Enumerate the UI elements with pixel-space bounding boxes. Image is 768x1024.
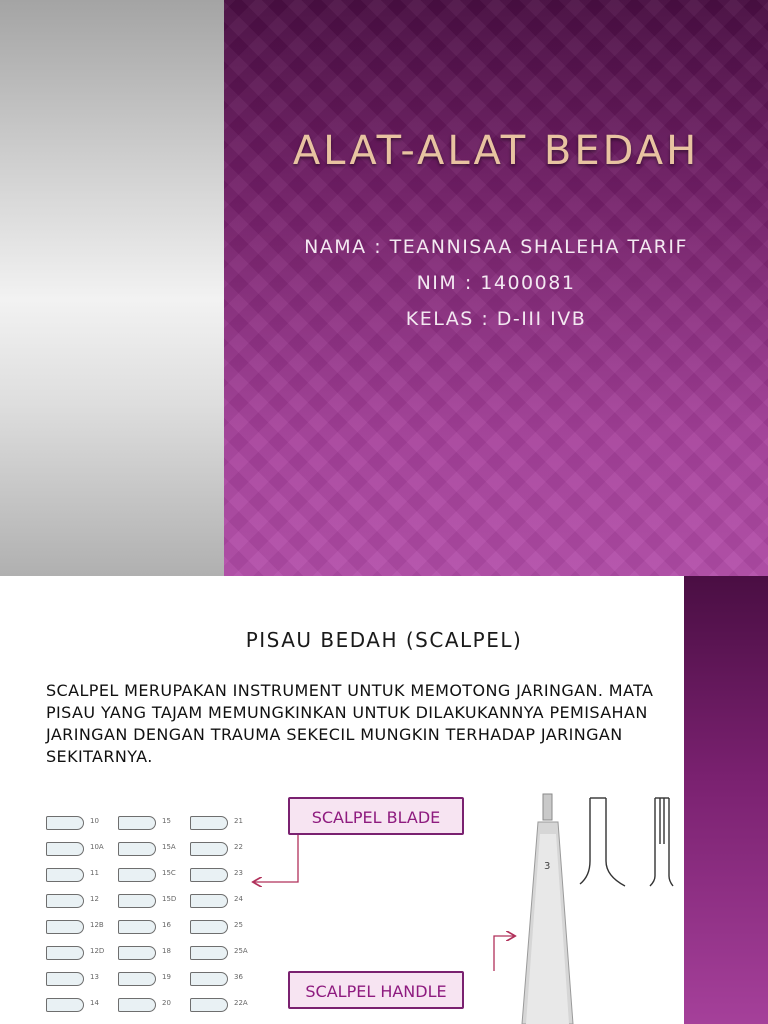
- side-band: [0, 0, 224, 576]
- slide-title: ALAT-ALAT BEDAH: [292, 128, 700, 174]
- blade-number: 16: [162, 921, 171, 929]
- blade-number: 20: [162, 999, 171, 1007]
- scalpel-blade-label: SCALPEL BLADE: [288, 797, 464, 835]
- blade-number: 18: [162, 947, 171, 955]
- blade-number: 14: [90, 999, 99, 1007]
- blade-number: 36: [234, 973, 243, 981]
- scalpel-handle-label: SCALPEL HANDLE: [288, 971, 464, 1009]
- student-nim: NIM : 1400081: [416, 272, 576, 294]
- blade-number: 11: [90, 869, 99, 877]
- handle-number: 3: [544, 861, 551, 872]
- blade-number: 25: [234, 921, 243, 929]
- blade-number: 23: [234, 869, 243, 877]
- blade-number: 12B: [90, 921, 104, 929]
- blade-number: 15: [162, 817, 171, 825]
- blade-number: 15D: [162, 895, 177, 903]
- scalpel-slide: [0, 576, 768, 1024]
- blade-number: 21: [234, 817, 243, 825]
- handle-profile-sketch: [580, 798, 673, 886]
- blade-number: 15A: [162, 843, 176, 851]
- scalpel-handle-image: [522, 794, 573, 1024]
- description-text: SCALPEL MERUPAKAN INSTRUMENT UNTUK MEMOTONG JARINGAN. MATA PISAU YANG TAJAM MEMUNGKINKAN UNTUK DILAKUKANNYA PEMISAHAN JARINGAN DENGAN TRAUMA SEKECIL MUNGKIN TERHADAP JARINGAN SEKITARNYA.: [46, 681, 654, 766]
- blade-number: 12: [90, 895, 99, 903]
- section-title: PISAU BEDAH (SCALPEL): [245, 628, 523, 652]
- student-name: NAMA : TEANNISAA SHALEHA TARIF: [304, 236, 688, 258]
- blade-connector-arrow: [254, 835, 298, 882]
- student-class: KELAS : D-III IVB: [405, 308, 587, 330]
- blade-number: 25A: [234, 947, 248, 955]
- blade-number: 24: [234, 895, 243, 903]
- blade-number: 10: [90, 817, 99, 825]
- blade-number: 12D: [90, 947, 105, 955]
- handle-connector-arrow: [494, 936, 514, 971]
- blade-number: 19: [162, 973, 171, 981]
- blade-number: 22A: [234, 999, 248, 1007]
- blade-number: 10A: [90, 843, 104, 851]
- blade-number: 13: [90, 973, 99, 981]
- blade-number: 15C: [162, 869, 176, 877]
- blade-number: 22: [234, 843, 243, 851]
